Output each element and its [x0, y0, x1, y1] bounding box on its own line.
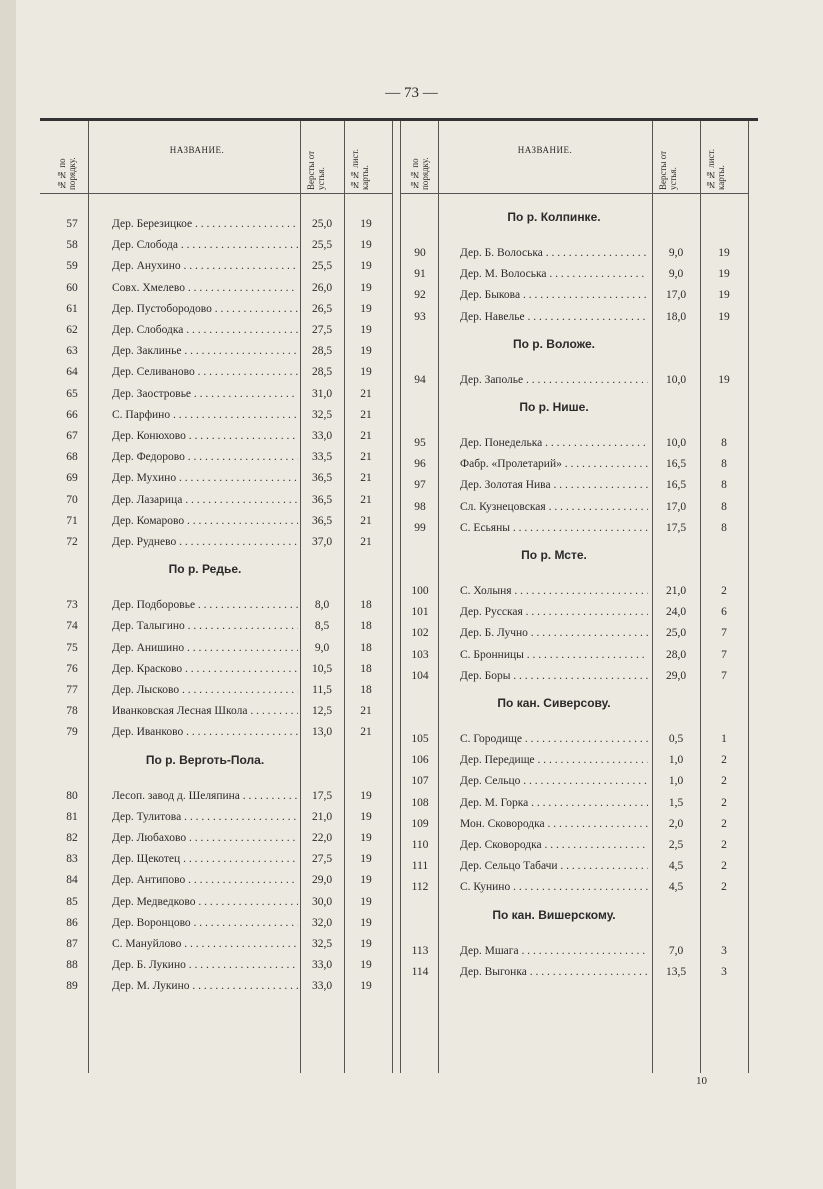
entry-number: 110	[411, 839, 429, 851]
table-row	[0, 242, 823, 264]
table-row	[0, 665, 823, 687]
settlement-name: Дер. Подборовье . . .	[112, 594, 298, 616]
settlement-name: Дер. Воронцово . . .	[112, 912, 298, 934]
table-row	[0, 284, 823, 306]
versts-from-mouth: 9,0	[668, 247, 684, 259]
settlement-name: Дер. Золотая Нива . . .	[460, 474, 648, 496]
entry-number: 92	[414, 289, 426, 302]
entry-number: 62	[66, 324, 78, 336]
entry-number: 96	[414, 458, 426, 471]
table-row	[0, 622, 823, 644]
map-sheet-number: 19	[360, 980, 372, 993]
entry-number: 98	[414, 500, 426, 513]
section-heading: По кан. Сиверсову.	[497, 696, 611, 710]
table-row	[0, 340, 823, 362]
map-sheet-number: 19	[360, 810, 372, 823]
settlement-name: Дер. Лысково . . .	[112, 679, 298, 701]
entry-number: 85	[66, 895, 78, 908]
settlement-name: Дер. Передище . . .	[460, 749, 648, 771]
table-row	[0, 644, 823, 666]
settlement-name: Иванковская Лесная Школа . . .	[112, 700, 298, 722]
map-sheet-number: 2	[721, 754, 727, 767]
header-name-right: НАЗВАНИЕ.	[517, 145, 573, 155]
entry-number: 76	[66, 662, 78, 675]
versts-from-mouth: 37,0	[311, 536, 333, 548]
map-sheet-number: 19	[718, 268, 730, 281]
map-sheet-number: 3	[721, 944, 727, 957]
versts-from-mouth: 36,5	[311, 493, 333, 506]
map-sheet-number: 21	[360, 472, 372, 485]
map-sheet-number: 19	[360, 789, 372, 802]
versts-from-mouth: 2,0	[668, 817, 684, 830]
versts-from-mouth: 25,5	[311, 239, 333, 252]
map-sheet-number: 2	[721, 881, 727, 894]
settlement-name: Дер. Сковородка . . .	[460, 834, 648, 856]
versts-from-mouth: 17,5	[311, 789, 333, 802]
entry-number: 84	[66, 874, 78, 887]
entry-number: 61	[66, 302, 78, 315]
entry-number: 97	[414, 479, 426, 492]
versts-from-mouth: 36,5	[311, 472, 333, 485]
versts-from-mouth: 9,0	[668, 268, 684, 281]
entry-number: 114	[411, 965, 429, 978]
settlement-name: Дер. Б. Волоська . . .	[460, 242, 648, 264]
entry-number: 66	[66, 408, 78, 421]
table-row	[0, 306, 823, 328]
table-row	[0, 517, 823, 539]
settlement-name: Дер. Б. Лучно . . .	[460, 622, 648, 644]
map-sheet-number: 19	[360, 938, 372, 950]
map-sheet-number: 18	[360, 684, 372, 696]
map-sheet-number: 19	[360, 895, 372, 908]
section-heading: По р. Мсте.	[521, 548, 587, 562]
entry-number: 64	[66, 366, 78, 379]
map-sheet-number: 19	[718, 289, 730, 302]
versts-from-mouth: 26,0	[311, 281, 333, 294]
map-sheet-number: 2	[721, 860, 727, 873]
entry-number: 68	[66, 451, 78, 464]
entry-number: 80	[66, 789, 78, 802]
versts-from-mouth: 1,0	[668, 754, 684, 767]
versts-from-mouth: 33,0	[311, 430, 333, 442]
entry-number: 105	[411, 733, 429, 745]
versts-from-mouth: 27,5	[311, 324, 333, 336]
settlement-name: С. Бронницы . . .	[460, 644, 648, 666]
entry-number: 73	[66, 599, 78, 612]
versts-from-mouth: 21,0	[665, 585, 687, 597]
map-sheet-number: 19	[360, 324, 372, 336]
entry-number: 88	[66, 959, 78, 972]
entry-number: 95	[414, 437, 426, 449]
settlement-name: Дер. Быкова . . .	[460, 284, 648, 306]
versts-from-mouth: 33,0	[311, 980, 333, 993]
entry-number: 94	[414, 373, 426, 386]
map-sheet-number: 8	[721, 479, 727, 492]
map-sheet-number: 21	[360, 451, 372, 464]
map-sheet-number: 7	[721, 627, 727, 640]
map-sheet-number: 19	[360, 874, 372, 887]
versts-from-mouth: 8,0	[314, 599, 330, 612]
versts-from-mouth: 29,0	[665, 669, 687, 682]
settlement-name: Дер. Федорово . . .	[112, 446, 298, 468]
entry-number: 111	[411, 860, 429, 873]
table-row	[0, 601, 823, 623]
map-sheet-number: 8	[721, 500, 727, 513]
entry-number: 65	[66, 387, 78, 400]
map-sheet-number: 8	[721, 521, 727, 534]
map-sheet-number: 21	[360, 536, 372, 548]
versts-from-mouth: 7,0	[668, 944, 684, 957]
entry-number: 71	[66, 514, 78, 527]
versts-from-mouth: 18,0	[665, 310, 687, 323]
entry-number: 91	[414, 268, 426, 281]
table-row	[0, 855, 823, 877]
section-heading: По р. Верготь-Пола.	[145, 752, 265, 767]
settlement-name: Дер. Выгонка . . .	[460, 961, 648, 983]
map-sheet-number: 21	[360, 493, 372, 506]
versts-from-mouth: 24,0	[665, 606, 687, 619]
versts-from-mouth: 26,5	[311, 302, 333, 315]
versts-from-mouth: 13,0	[311, 726, 333, 739]
versts-from-mouth: 16,5	[665, 479, 687, 492]
versts-from-mouth: 36,5	[311, 514, 333, 527]
table-row	[0, 912, 823, 934]
settlement-name: Дер. Тулитова . . .	[112, 806, 298, 828]
entry-number: 67	[66, 430, 78, 442]
map-sheet-number: 3	[721, 965, 727, 978]
settlement-name: Совх. Хмелево . . .	[112, 277, 298, 299]
versts-from-mouth: 13,5	[665, 965, 687, 978]
versts-from-mouth: 11,5	[312, 684, 332, 696]
header-number-right: №№ по порядку.	[410, 157, 430, 190]
map-sheet-number: 18	[360, 620, 372, 633]
section-heading: По р. Колпинке.	[507, 210, 601, 224]
map-sheet-number: 6	[721, 606, 727, 619]
versts-from-mouth: 28,5	[311, 366, 333, 379]
settlement-name: Дер. М. Волоська . . .	[460, 263, 648, 285]
map-sheet-number: 19	[360, 281, 372, 294]
settlement-name: Дер. Антипово . . .	[112, 869, 298, 891]
settlement-name: Дер. М. Горка . . .	[460, 792, 648, 814]
versts-from-mouth: 4,5	[668, 860, 684, 873]
entry-number: 79	[66, 726, 78, 739]
map-sheet-number: 19	[360, 345, 372, 358]
section-heading: По р. Нише.	[519, 400, 589, 414]
settlement-name: Лесоп. завод д. Шеляпина . . .	[112, 785, 298, 807]
settlement-name: Дер. Талыгино . . .	[112, 615, 298, 637]
map-sheet-number: 19	[360, 916, 372, 929]
entry-number: 86	[66, 916, 78, 929]
section-heading: По р. Редье.	[168, 562, 242, 577]
versts-from-mouth: 1,0	[668, 775, 684, 788]
table-row	[0, 700, 823, 722]
table-row	[0, 404, 823, 426]
entry-number: 77	[66, 684, 78, 696]
header-sheets-left: №№ лист. карты.	[350, 148, 370, 190]
entry-number: 63	[66, 345, 78, 358]
header-sheets-right: №№ лист. карты.	[706, 148, 726, 190]
settlement-name: Фабр. «Пролетарий» . . .	[460, 453, 648, 475]
map-sheet-number: 19	[360, 853, 372, 866]
header-versts-right: Версты от устья.	[658, 150, 678, 190]
versts-from-mouth: 12,5	[311, 705, 333, 718]
entry-number: 93	[414, 310, 426, 323]
map-sheet-number: 1	[721, 733, 727, 745]
table-row	[0, 369, 823, 391]
entry-number: 108	[411, 796, 429, 809]
settlement-name: С. Парфино . . .	[112, 404, 298, 426]
map-sheet-number: 2	[721, 817, 727, 830]
table-row	[0, 834, 823, 856]
versts-from-mouth: 10,0	[665, 373, 687, 386]
versts-from-mouth: 4,5	[668, 881, 684, 894]
map-sheet-number: 19	[360, 302, 372, 315]
page-number: — 73 —	[385, 85, 438, 101]
settlement-name: С. Холыня . . .	[460, 580, 648, 602]
entry-number: 106	[411, 754, 429, 767]
versts-from-mouth: 33,0	[311, 959, 333, 972]
versts-from-mouth: 17,5	[665, 521, 687, 534]
entry-number: 100	[411, 585, 429, 597]
entry-number: 102	[411, 627, 429, 640]
map-sheet-number: 19	[718, 310, 730, 323]
table-row	[0, 496, 823, 518]
map-sheet-number: 2	[721, 775, 727, 788]
map-sheet-number: 19	[360, 959, 372, 972]
table-row	[0, 770, 823, 792]
settlement-name: Дер. Слобода . . .	[112, 234, 298, 256]
versts-from-mouth: 22,0	[311, 832, 333, 844]
map-sheet-number: 21	[360, 514, 372, 527]
settlement-name: Дер. Лазарица . . .	[112, 489, 298, 511]
entry-number: 58	[66, 239, 78, 252]
entry-number: 75	[66, 641, 78, 654]
versts-from-mouth: 33,5	[311, 451, 333, 464]
entry-number: 69	[66, 472, 78, 485]
header-number-left: №№ по порядку.	[57, 157, 77, 190]
settlement-name: Дер. Иванково . . .	[112, 721, 298, 743]
map-sheet-number: 19	[360, 366, 372, 379]
settlement-name: Дер. Б. Лукино . . .	[112, 954, 298, 976]
entry-number: 99	[414, 521, 426, 534]
entry-number: 113	[411, 944, 429, 957]
entry-number: 101	[411, 606, 429, 619]
settlement-name: Дер. Сельцо Табачи . . .	[460, 855, 648, 877]
section-heading: По кан. Вишерскому.	[492, 907, 616, 922]
versts-from-mouth: 28,0	[665, 648, 687, 661]
settlement-name: Дер. Любахово . . .	[112, 827, 298, 849]
settlement-name: Дер. Анишино . . .	[112, 637, 298, 659]
versts-from-mouth: 25,5	[311, 260, 333, 273]
map-sheet-number: 19	[360, 218, 372, 230]
table-row	[0, 728, 823, 750]
signature-number: 10	[696, 1075, 707, 1087]
entry-number: 87	[66, 938, 78, 950]
settlement-name: Дер. Сельцо . . .	[460, 770, 648, 792]
versts-from-mouth: 0,5	[668, 733, 684, 745]
settlement-name: Дер. Понеделька . . .	[460, 432, 648, 454]
versts-from-mouth: 25,0	[665, 627, 687, 640]
settlement-name: Дер. Конюхово . . .	[112, 425, 298, 447]
settlement-name: Дер. Пустобородово . . .	[112, 298, 298, 320]
settlement-name: Мон. Сковородка . . .	[460, 813, 648, 835]
versts-from-mouth: 17,0	[665, 500, 687, 513]
map-sheet-number: 21	[360, 705, 372, 718]
entry-number: 107	[411, 775, 429, 788]
settlement-name: Дер. Березицкое . . .	[112, 213, 298, 235]
table-row	[0, 792, 823, 814]
map-sheet-number: 21	[360, 387, 372, 400]
entry-number: 83	[66, 853, 78, 866]
map-sheet-number: 21	[360, 408, 372, 421]
settlement-name: Дер. Мухино . . .	[112, 467, 298, 489]
versts-from-mouth: 9,0	[314, 641, 330, 654]
settlement-name: С. Мануйлово . . .	[112, 933, 298, 955]
settlement-name: Дер. Заостровье . . .	[112, 383, 298, 405]
table-row	[0, 453, 823, 475]
settlement-name: Дер. Щекотец . . .	[112, 848, 298, 870]
map-sheet-number: 18	[360, 599, 372, 612]
settlement-name: Дер. Комарово . . .	[112, 510, 298, 532]
map-sheet-number: 19	[360, 832, 372, 844]
versts-from-mouth: 10,0	[665, 437, 687, 449]
entry-number: 82	[66, 832, 78, 844]
table-row	[0, 940, 823, 962]
entry-number: 57	[66, 218, 78, 230]
settlement-name: С. Городище . . .	[460, 728, 648, 750]
entry-number: 59	[66, 260, 78, 273]
versts-from-mouth: 16,5	[665, 458, 687, 471]
map-sheet-number: 7	[721, 648, 727, 661]
map-sheet-number: 19	[718, 373, 730, 386]
settlement-name: Дер. Красково . . .	[112, 658, 298, 680]
map-sheet-number: 21	[360, 726, 372, 739]
settlement-name: Дер. Навелье . . .	[460, 306, 648, 328]
settlement-name: Сл. Кузнецовская . . .	[460, 496, 648, 518]
versts-from-mouth: 21,0	[311, 810, 333, 823]
entry-number: 78	[66, 705, 78, 718]
settlement-name: Дер. Заполье . . .	[460, 369, 648, 391]
table-row	[0, 749, 823, 771]
header-rule	[400, 193, 748, 194]
settlement-name: Дер. Медведково . . .	[112, 891, 298, 913]
entry-number: 72	[66, 536, 78, 548]
section-heading: По р. Воложе.	[513, 336, 595, 351]
settlement-name: Дер. М. Лукино . . .	[112, 975, 298, 997]
versts-from-mouth: 25,0	[311, 218, 333, 230]
map-sheet-number: 2	[721, 839, 727, 851]
entry-number: 112	[411, 881, 429, 894]
versts-from-mouth: 32,0	[311, 916, 333, 929]
header-rule	[40, 193, 392, 194]
table-top-rule	[40, 118, 758, 121]
table-row	[0, 474, 823, 496]
header-versts-left: Версты от устья.	[306, 150, 326, 190]
settlement-name: Дер. Селиваново . . .	[112, 361, 298, 383]
versts-from-mouth: 32,5	[311, 938, 333, 950]
table-row	[0, 580, 823, 602]
map-sheet-number: 19	[360, 239, 372, 252]
map-sheet-number: 8	[721, 458, 727, 471]
versts-from-mouth: 2,5	[668, 839, 684, 851]
table-row	[0, 813, 823, 835]
settlement-name: Дер. Руднево . . .	[112, 531, 298, 553]
entry-number: 70	[66, 493, 78, 506]
versts-from-mouth: 8,5	[314, 620, 330, 633]
versts-from-mouth: 29,0	[311, 874, 333, 887]
entry-number: 103	[411, 648, 429, 661]
table-row	[0, 961, 823, 983]
map-sheet-number: 19	[718, 247, 730, 259]
settlement-name: Дер. Заклинье . . .	[112, 340, 298, 362]
versts-from-mouth: 31,0	[311, 387, 333, 400]
entry-number: 74	[66, 620, 78, 633]
versts-from-mouth: 1,5	[668, 796, 684, 809]
settlement-name: Дер. Анухино . . .	[112, 255, 298, 277]
header-name-left: НАЗВАНИЕ.	[169, 145, 225, 155]
map-sheet-number: 8	[721, 437, 727, 449]
settlement-name: Дер. Боры . . .	[460, 665, 648, 687]
versts-from-mouth: 17,0	[665, 289, 687, 302]
versts-from-mouth: 10,5	[311, 662, 333, 675]
map-sheet-number: 18	[360, 641, 372, 654]
table-row	[0, 263, 823, 285]
settlement-name: Дер. Слободка . . .	[112, 319, 298, 341]
entry-number: 90	[414, 247, 426, 259]
entry-number: 104	[411, 669, 429, 682]
entry-number: 60	[66, 281, 78, 294]
map-sheet-number: 19	[360, 260, 372, 273]
table-row	[0, 432, 823, 454]
versts-from-mouth: 30,0	[311, 895, 333, 908]
settlement-name: Дер. Мшага . . .	[460, 940, 648, 962]
entry-number: 81	[66, 810, 78, 823]
table-row	[0, 876, 823, 898]
map-sheet-number: 2	[721, 585, 727, 597]
table-row	[0, 213, 823, 235]
map-sheet-number: 21	[360, 430, 372, 442]
map-sheet-number: 18	[360, 662, 372, 675]
versts-from-mouth: 28,5	[311, 345, 333, 358]
settlement-name: С. Есьяны . . .	[460, 517, 648, 539]
settlement-name: С. Кунино . . .	[460, 876, 648, 898]
entry-number: 109	[411, 817, 429, 830]
map-sheet-number: 2	[721, 796, 727, 809]
entry-number: 89	[66, 980, 78, 993]
settlement-name: Дер. Русская . . .	[460, 601, 648, 623]
map-sheet-number: 7	[721, 669, 727, 682]
versts-from-mouth: 32,5	[311, 408, 333, 421]
versts-from-mouth: 27,5	[311, 853, 333, 866]
